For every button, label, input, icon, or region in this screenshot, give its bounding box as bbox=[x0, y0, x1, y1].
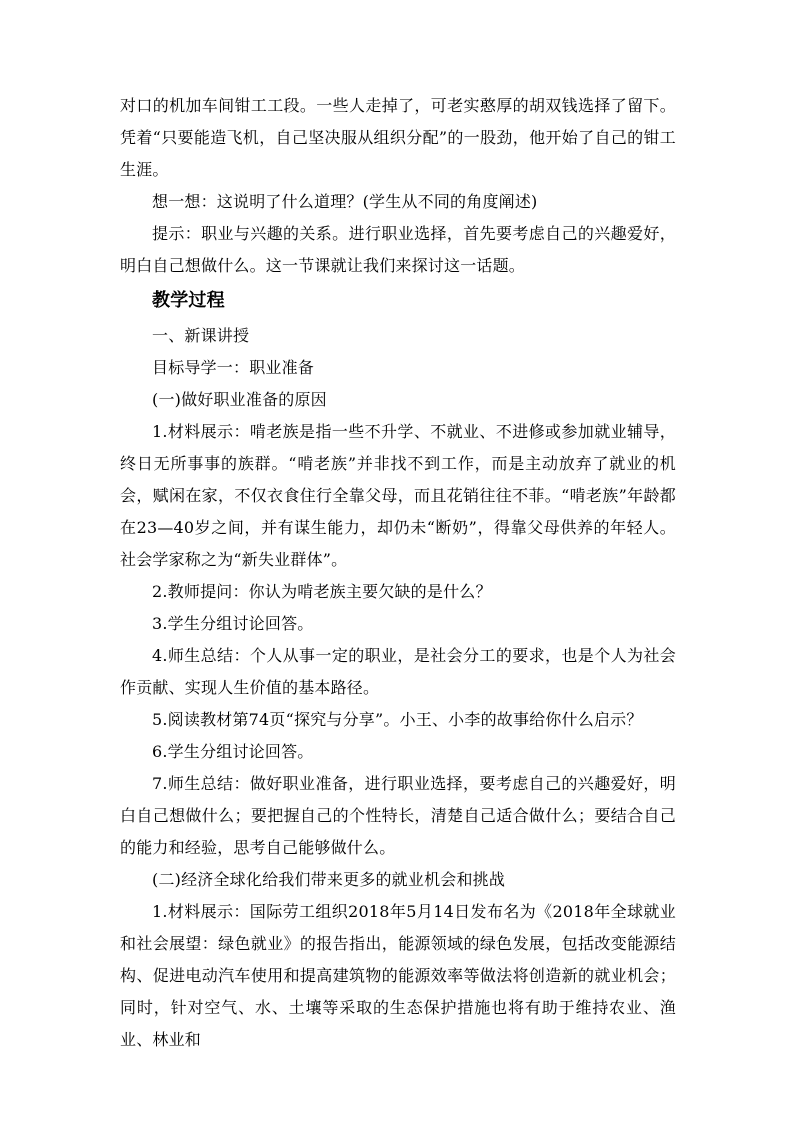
list-item: 7.师生总结：做好职业准备，进行职业选择，要考虑自己的兴趣爱好，明白自己想做什么；要把握自己的个性特长，清楚自己适合做什么；要结合自己的能力和经验，思考自己能够做什么。 bbox=[120, 774, 676, 857]
goal-one-heading: 目标导学一：职业准备 bbox=[152, 358, 315, 377]
list-item: 1.材料展示：国际劳工组织2018年5月14日发布名为《2018年全球就业和社会展望：绿色就业》的报告指出，能源领域的绿色发展，包括改变能源结构、促进电动汽车使用和提高建筑物的能源效率等做法将创造新的就业机会；同时，针对空气、水、土壤等采取的生态保护措施也将有助于维持农业、渔业、林业和 bbox=[120, 902, 676, 1049]
intro-continuation-paragraph: 对口的机加车间钳工工段。一些人走掉了，可老实憨厚的胡双钱选择了留下。凭着“只要能造飞机，自己坚决服从组织分配”的一股劲，他开始了自己的钳工生涯。 bbox=[120, 96, 676, 179]
section-title: 教学过程 bbox=[152, 290, 225, 311]
part-one-heading: 一、新课讲授 bbox=[152, 326, 250, 345]
list-item: 2.教师提问：你认为啃老族主要欠缺的是什么？ bbox=[152, 582, 492, 601]
think-question: 想一想：这说明了什么道理？(学生从不同的角度阐述) bbox=[152, 192, 538, 211]
subsection-two-heading: (二)经济全球化给我们带来更多的就业机会和挑战 bbox=[152, 870, 506, 889]
list-item: 1.材料展示：啃老族是指一些不升学、不就业、不进修或参加就业辅导，终日无所事事的族群。“啃老族”并非找不到工作，而是主动放弃了就业的机会，赋闲在家，不仅衣食住行全靠父母，而且花销往往不菲。“啃老族”年龄都在23—40岁之间，并有谋生能力，却仍未“断奶”，得靠父母供养的年轻人。社会学家称之为“新失业群体”。 bbox=[120, 422, 676, 569]
list-item: 4.师生总结：个人从事一定的职业，是社会分工的要求，也是个人为社会作贡献、实现人生价值的基本路径。 bbox=[120, 646, 676, 697]
list-item: 6.学生分组讨论回答。 bbox=[152, 742, 314, 761]
list-item: 5.阅读教材第74页“探究与分享”。小王、小李的故事给你什么启示？ bbox=[152, 710, 643, 729]
list-item: 3.学生分组讨论回答。 bbox=[152, 614, 314, 633]
subsection-one-heading: (一)做好职业准备的原因 bbox=[152, 390, 327, 409]
hint-paragraph: 提示：职业与兴趣的关系。进行职业选择，首先要考虑自己的兴趣爱好，明白自己想做什么。这一节课就让我们来探讨这一话题。 bbox=[120, 224, 676, 275]
document-page bbox=[120, 90, 676, 1056]
